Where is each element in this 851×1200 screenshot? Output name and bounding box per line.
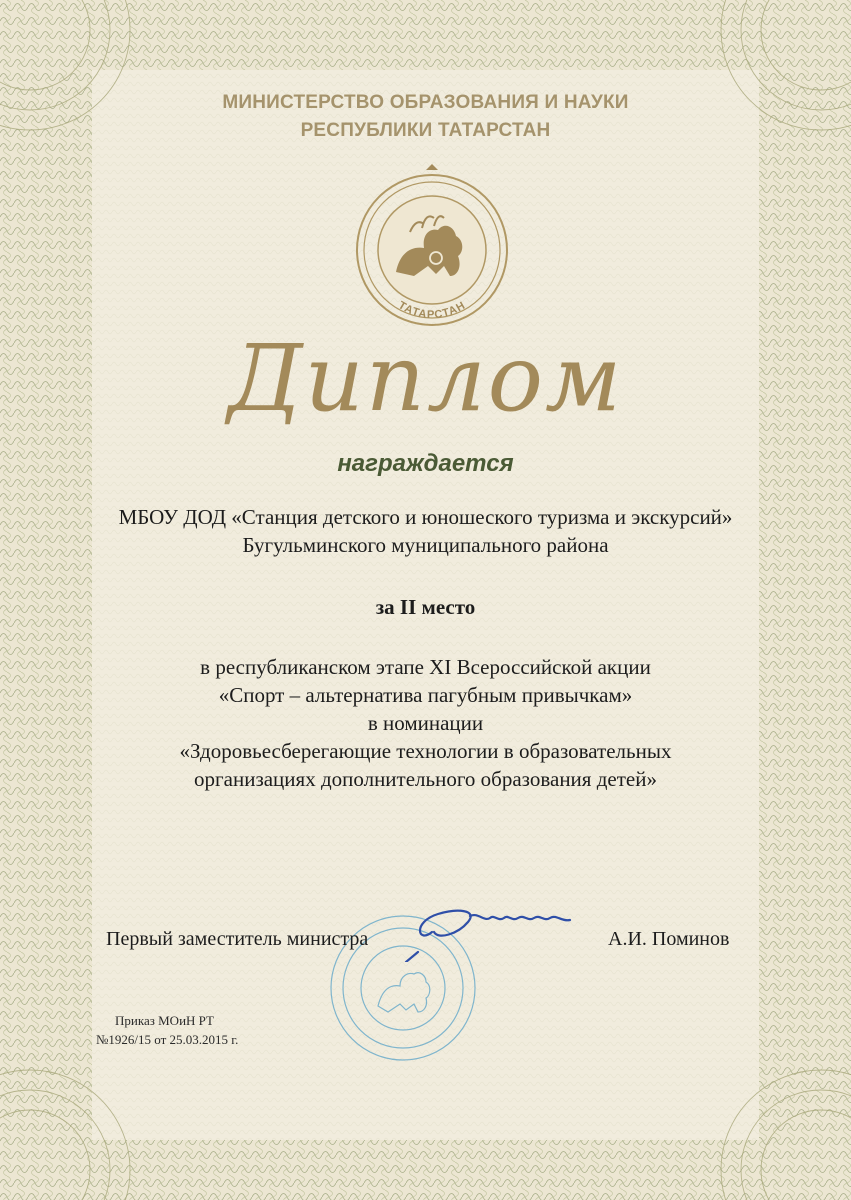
order-line1: Приказ МОиН РТ — [115, 1013, 214, 1028]
signatory-title: Первый заместитель министра — [106, 928, 369, 950]
tatarstan-coat-of-arms-icon — [340, 160, 525, 335]
event-line2: «Спорт – альтернатива пагубным привычкам» — [218, 683, 633, 707]
handwritten-signature — [398, 892, 598, 962]
event-line4: «Здоровьесберегающие технологии в образовательных — [179, 739, 672, 763]
document-title: Диплом — [227, 325, 624, 432]
ministry-name-line2: РЕСПУБЛИКИ ТАТАРСТАН — [300, 120, 551, 141]
awarded-label: награждается — [337, 450, 514, 477]
event-line5: организациях дополнительного образования детей» — [194, 767, 657, 791]
place-awarded: за II место — [375, 595, 476, 619]
emblem-caption: ТАТАРСТАН — [396, 299, 468, 322]
recipient-line1: МБОУ ДОД «Станция детского и юношеского туризма и экскурсий» — [118, 505, 733, 529]
recipient-line2: Бугульминского муниципального района — [242, 533, 609, 557]
signatory-name: А.И. Поминов — [608, 928, 730, 950]
ministry-name-line1: МИНИСТЕРСТВО ОБРАЗОВАНИЯ И НАУКИ — [222, 92, 629, 113]
order-line2: №1926/15 от 25.03.2015 г. — [96, 1032, 239, 1047]
event-line1: в республиканском этапе XI Всероссийской акции — [200, 655, 651, 679]
event-line3: в номинации — [367, 711, 484, 735]
